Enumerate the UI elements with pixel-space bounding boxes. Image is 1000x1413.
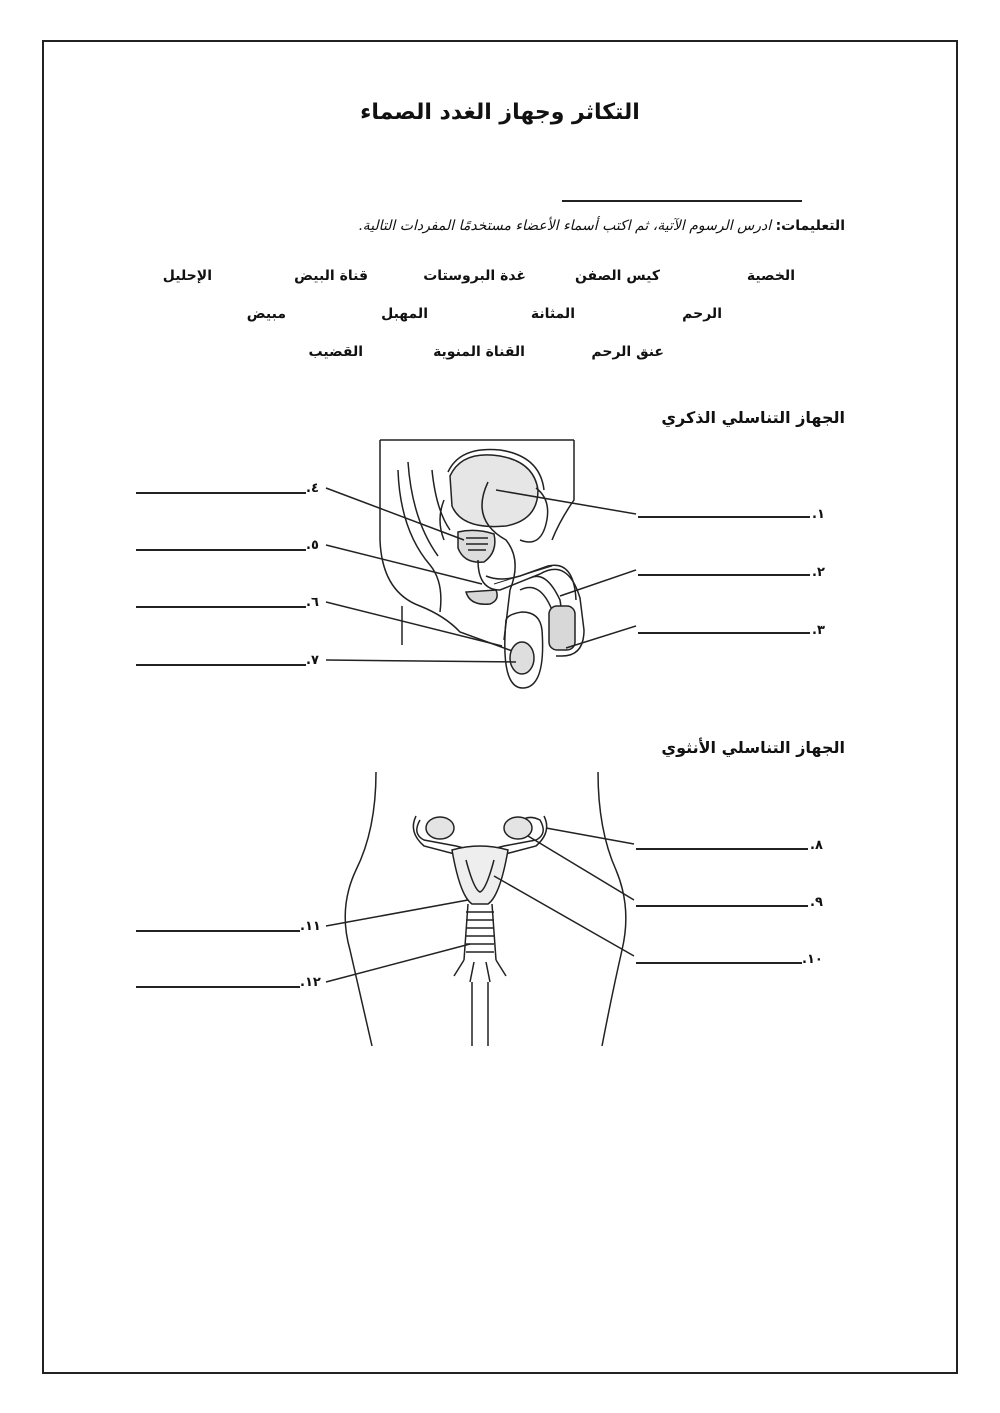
answer-line-11[interactable] (136, 930, 300, 932)
answer-line-5[interactable] (136, 549, 306, 551)
word-bank-item: المثانة (530, 306, 575, 322)
label-number-6: ٦. (306, 595, 319, 610)
female-diagram (326, 772, 634, 1046)
instructions-text: ادرس الرسوم الآتية، ثم اكتب أسماء الأعضاء مستخدمًا المفردات التالية. (358, 218, 776, 234)
answer-line-2[interactable] (638, 574, 810, 576)
word-bank-item: مبيض (246, 306, 286, 322)
label-number-8: ٨. (810, 838, 823, 853)
label-number-4: ٤. (306, 481, 319, 496)
label-number-2: ٢. (812, 565, 825, 580)
label-number-7: ٧. (306, 653, 319, 668)
word-bank-item: قناة البيض (294, 268, 368, 284)
male-section-heading: الجهاز التناسلي الذكري (661, 408, 845, 427)
word-bank-item: عنق الرحم (591, 344, 664, 360)
female-section-heading: الجهاز التناسلي الأنثوي (661, 738, 845, 757)
label-number-5: ٥. (306, 538, 319, 553)
answer-line-8[interactable] (636, 848, 808, 850)
instructions-lead: التعليمات: (775, 218, 845, 234)
answer-line-1[interactable] (638, 516, 810, 518)
word-bank-item: الرحم (682, 306, 722, 322)
label-number-10: ١٠. (802, 952, 823, 967)
label-number-3: ٣. (812, 623, 825, 638)
answer-line-9[interactable] (636, 905, 808, 907)
page-title: التكاثر وجهاز الغدد الصماء (360, 100, 640, 125)
label-number-11: ١١. (300, 919, 321, 934)
answer-line-10[interactable] (636, 962, 802, 964)
word-bank-item: الخصية (746, 268, 795, 284)
male-diagram (326, 440, 636, 688)
word-bank-item: القضيب (308, 344, 363, 360)
answer-line-6[interactable] (136, 606, 306, 608)
label-number-12: ١٢. (300, 975, 321, 990)
answer-line-7[interactable] (136, 664, 306, 666)
answer-line-4[interactable] (136, 492, 306, 494)
word-bank-item: غدة البروستات (423, 268, 526, 284)
word-bank-item: المهبل (381, 306, 428, 322)
word-bank-item: كيس الصفن (574, 268, 660, 284)
label-number-1: ١. (812, 507, 825, 522)
answer-line-12[interactable] (136, 986, 300, 988)
word-bank-item: القناة المنوية (433, 344, 525, 360)
answer-line-3[interactable] (638, 632, 810, 634)
word-bank-item: الإحليل (162, 268, 212, 284)
label-number-9: ٩. (810, 895, 823, 910)
